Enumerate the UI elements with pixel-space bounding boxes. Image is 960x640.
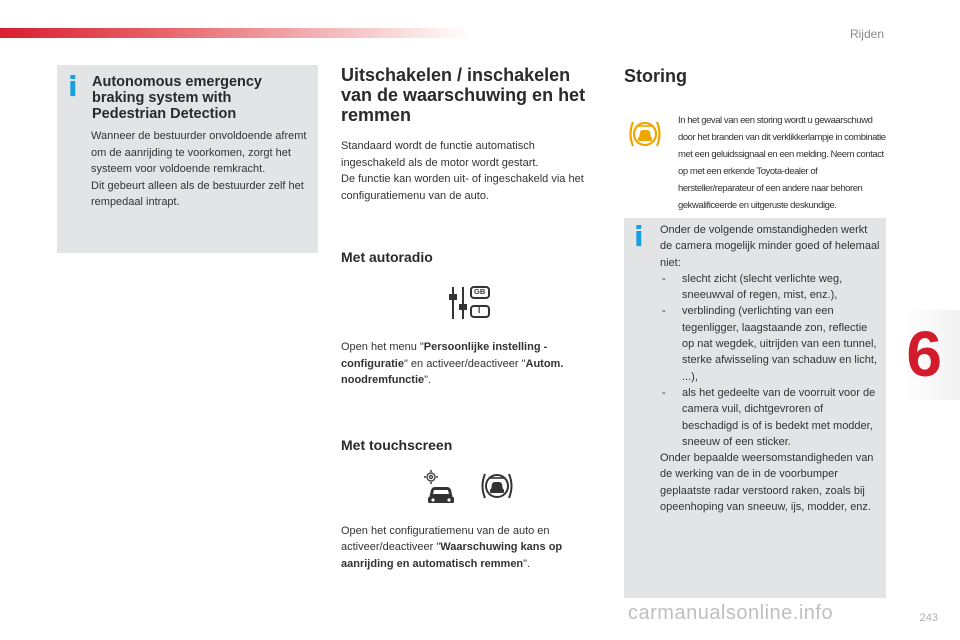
list-item: - als het gedeelte van de voorruit voor de camera vuil, dichtgevroren of beschadigd is of is bedekt met modder, sneeuw of een sticker.	[662, 386, 876, 448]
text: Open het configuratiemenu van de auto en activeer/deactiveer "	[341, 524, 550, 553]
info-box-line: Wanneer de bestuurder onvoldoende afremt om de aanrijding te voorkomen, zorgt het systeem voor voldoende remkracht.	[91, 130, 307, 175]
info-box-camera	[624, 218, 886, 598]
intro-line: De functie kan worden uit- of ingeschakeld via het configuratiemenu van de auto.	[341, 173, 584, 202]
warning-lamp-icon	[627, 117, 663, 156]
touchscreen-instructions	[341, 523, 596, 573]
chapter-number: 6	[906, 318, 942, 390]
intro-line: Standaard wordt de functie automatisch ingeschakeld als de motor wordt gestart.	[341, 140, 539, 169]
camera-conditions-text	[660, 222, 882, 515]
info-box-line: Dit gebeurt alleen als de bestuurder zelf het rempedaal intrapt.	[91, 179, 304, 208]
collision-warning-icon	[479, 468, 515, 504]
function-name: Waarschuwing kans op aanrijding en automatisch remmen	[341, 541, 563, 570]
sliders-icon	[449, 285, 493, 321]
conditions-intro: Onder de volgende omstandigheden werkt de camera mogelijk minder goed of helemaal niet:	[660, 224, 880, 269]
text: ".	[424, 374, 432, 386]
watermark: carmanualsonline.info	[628, 602, 834, 624]
deactivation-title: Uitschakelen / inschakelen van de waarschuwing en het remmen	[341, 65, 586, 125]
info-box-text	[91, 128, 313, 211]
header-gradient-bar	[0, 28, 470, 38]
input-label: I	[478, 306, 481, 315]
menu-name: Persoonlijke instelling - configuratie	[341, 341, 548, 370]
info-icon: i	[634, 220, 644, 253]
autoradio-settings-icon	[449, 285, 493, 321]
function-name: Autom. noodremfunctie	[341, 357, 564, 386]
list-item: - slecht zicht (slecht verlichte weg, sneeuwval of regen, mist, enz.),	[662, 272, 843, 302]
touchscreen-heading: Met touchscreen	[341, 436, 453, 453]
info-box-title: Autonomous emergency braking system with Pedestrian Detection	[92, 74, 262, 122]
car-settings-icon	[423, 469, 459, 505]
text: Open het menu "	[341, 341, 424, 353]
deactivation-column	[341, 65, 603, 572]
list-item-text: slecht zicht (slecht verlichte weg, sneeuwval of regen, mist, enz.),	[682, 272, 843, 302]
conditions-outro: Onder bepaalde weersomstandigheden van de werking van de in de voorbumper geplaatste radar verstoord raken, zoals bij opeenhoping van sneeuw, ijs, modder, enz.	[660, 452, 874, 514]
info-icon: i	[68, 70, 78, 103]
text: ".	[523, 557, 531, 570]
autoradio-heading: Met autoradio	[341, 249, 433, 265]
list-item: - verblinding (verlichting van een tegenligger, laagstaande zon, reflectie op nat wegdek, uitrijden van een tunnel, sterke afwisseling van schaduw en licht, ...),	[662, 305, 878, 383]
storing-heading: Storing	[624, 66, 687, 86]
storing-text: In het geval van een storing wordt u gewaarschuwd door het branden van dit verklikkerlampje in combinatie met een geluidssignaal en een melding. Neem contact op met een erkende Toyota-dealer of hersteller/reparateur of een andere naar behoren gekwalificeerde en uitgeruste deskundige.	[678, 115, 886, 211]
list-item-text: als het gedeelte van de voorruit voor de camera vuil, dichtgevroren of beschadigd is of is bedekt met modder, sneeuw of een sticker.	[682, 386, 876, 448]
page-number: 243	[919, 612, 938, 624]
list-item-text: verblinding (verlichting van een tegenligger, laagstaande zon, reflectie op nat wegdek, uitrijden van een tunnel, sterke afwisseling van schaduw en licht, ...),	[682, 305, 878, 383]
touchscreen-icons	[423, 469, 603, 505]
autoradio-instructions	[341, 339, 603, 389]
info-box-aeb	[57, 65, 318, 253]
text: " en activeer/deactiveer "	[403, 357, 526, 370]
language-label: GB	[474, 287, 486, 296]
deactivation-intro	[341, 138, 596, 204]
section-title: Rijden	[849, 27, 884, 41]
